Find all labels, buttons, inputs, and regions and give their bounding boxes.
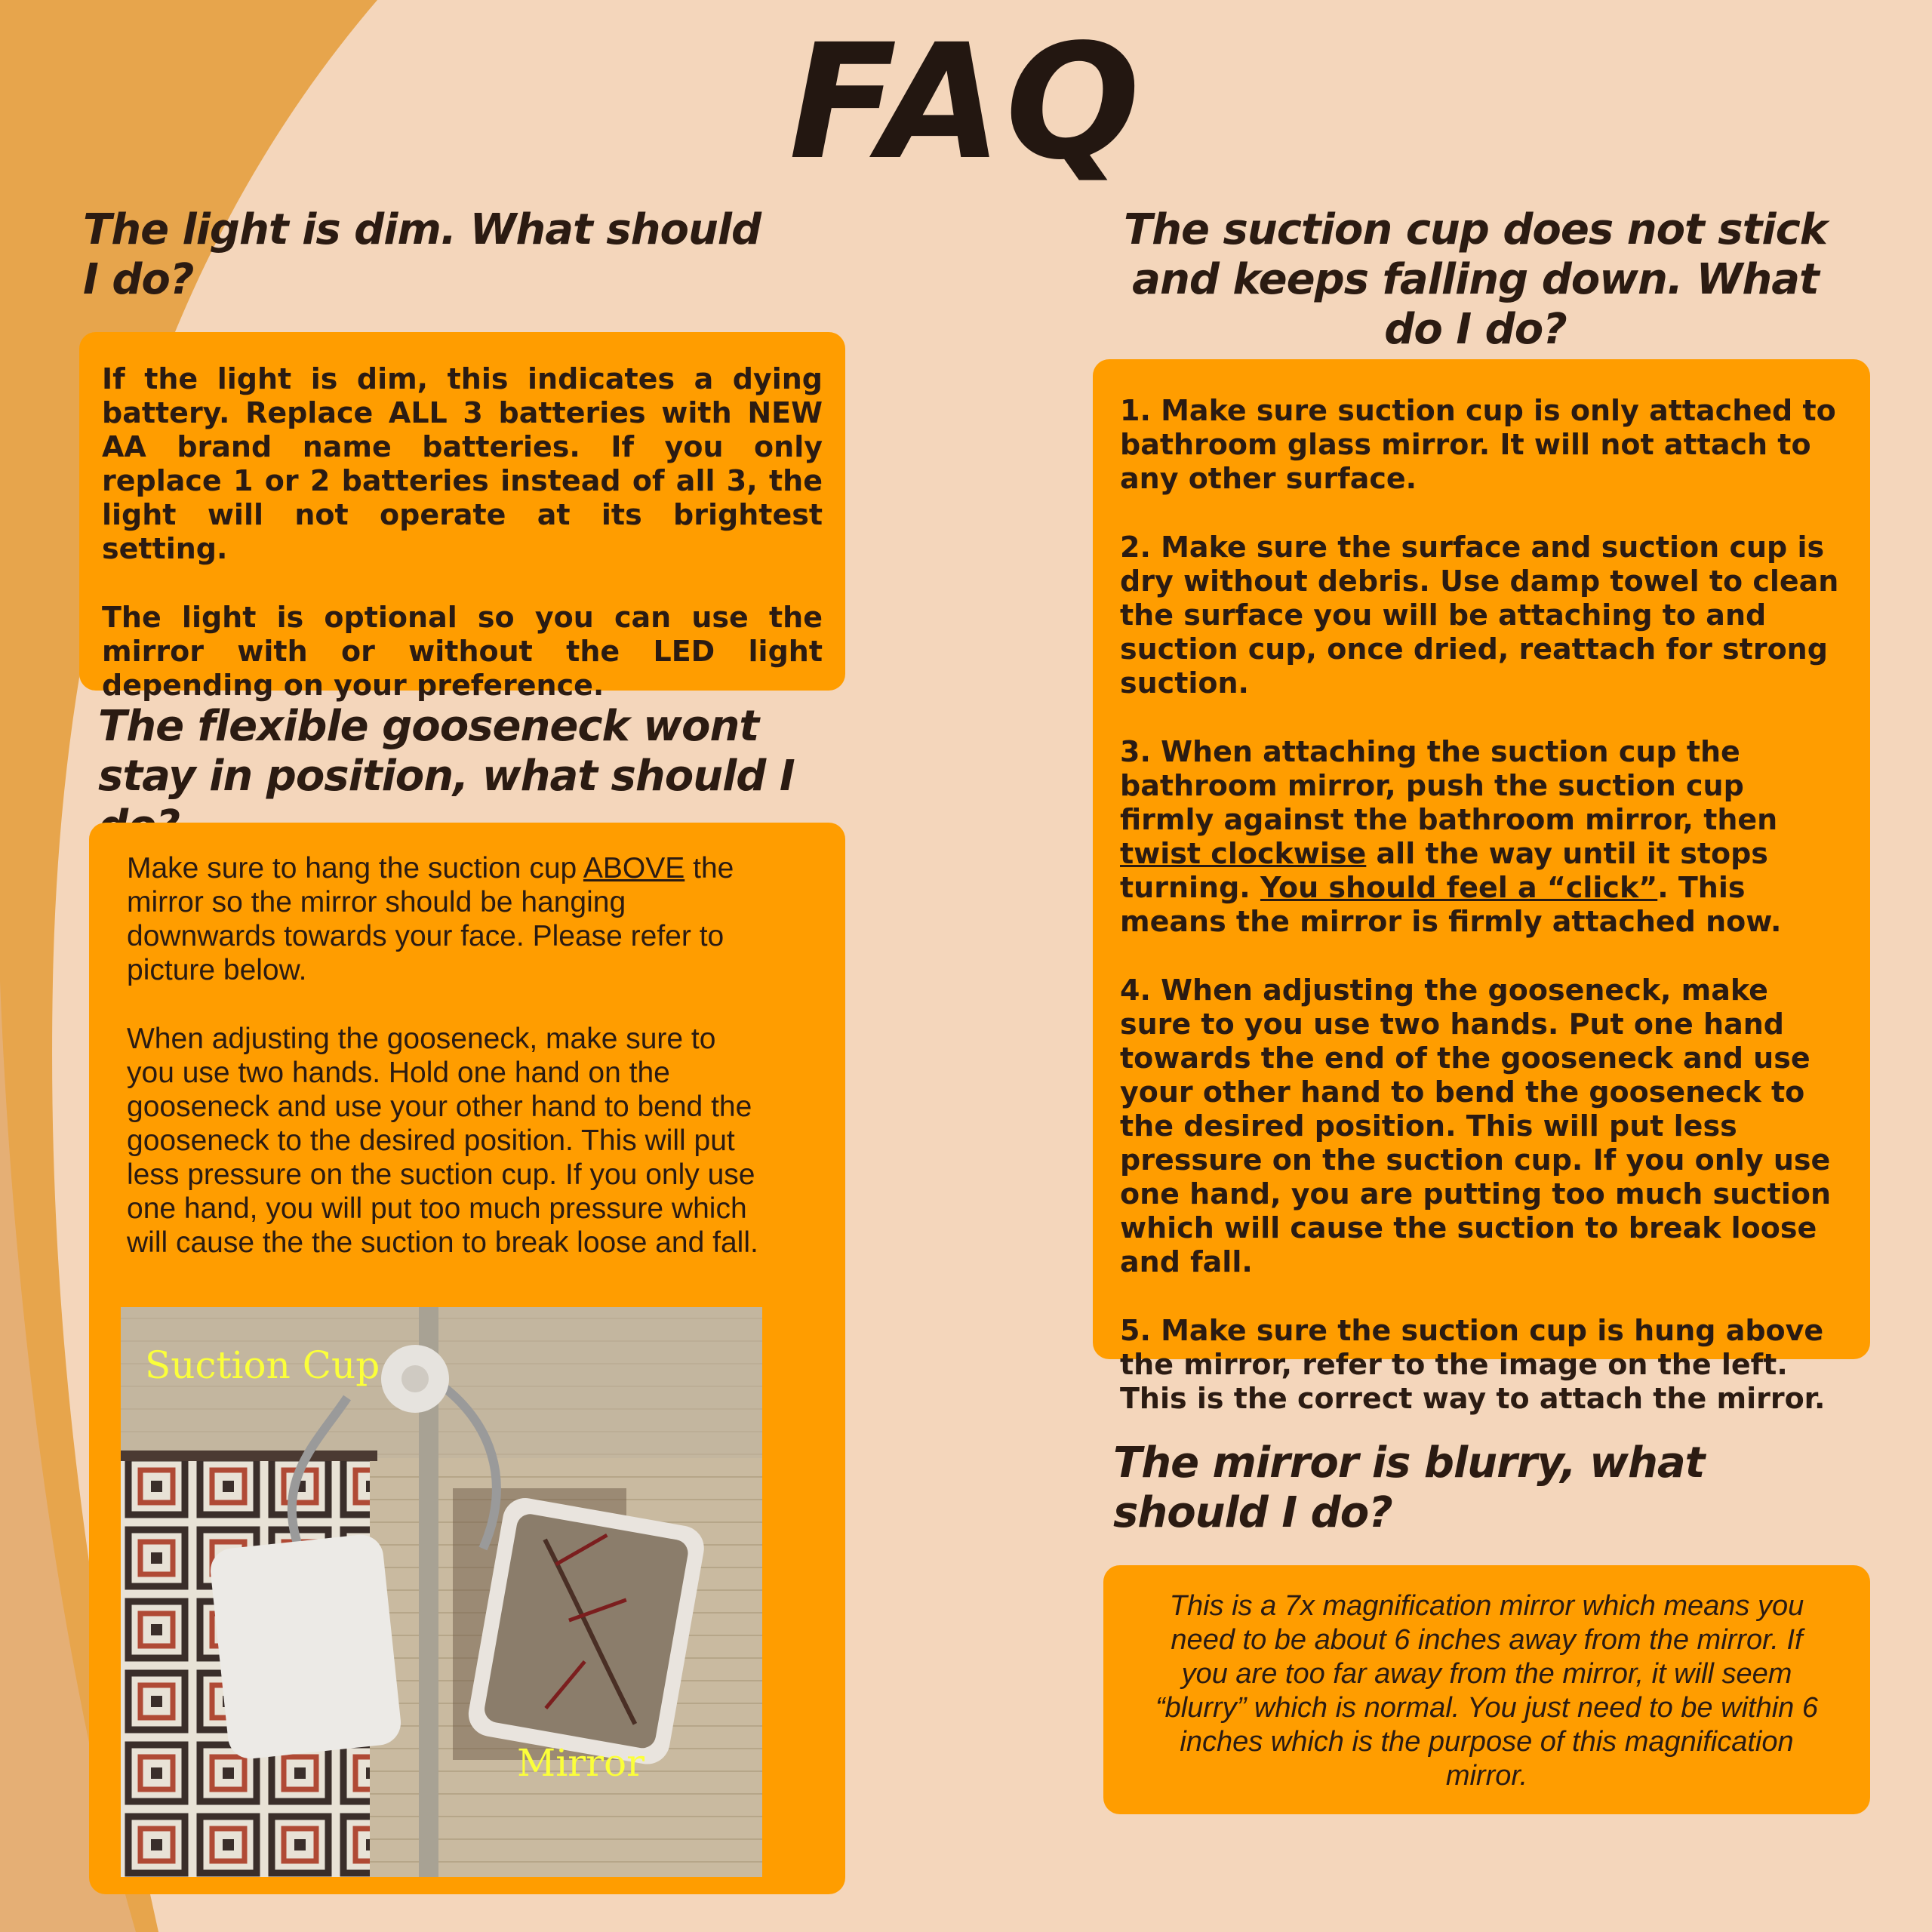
suction-step-1: 1. Make sure suction cup is only attached to bathroom glass mirror. It will not attach to any other surface. — [1120, 394, 1836, 495]
photo-label-mirror: Mirror — [517, 1741, 645, 1785]
suction-step-3: 3. When attaching the suction cup the bathroom mirror, push the suction cup firmly against the bathroom mirror, then twist clockwise all the way until it stops turning. You should feel a “click”. This means the mirror is firmly attached now. — [1120, 735, 1782, 938]
question-suction-cup: The suction cup does not stick and keeps falling down. What do I do? — [1123, 205, 1828, 354]
answer-box-blurry — [1103, 1565, 1870, 1814]
answer-box-suction-cup — [1093, 359, 1870, 1415]
suction-step-2: 2. Make sure the surface and suction cup is dry without debris. Use damp towel to clean the surface you will be attaching to and suction cup, once dried, reattach for strong suction. — [1120, 531, 1839, 700]
photo-label-suction-cup: Suction Cup — [145, 1343, 380, 1387]
answer-dim-paragraph-2: The light is optional so you can use the mirror with or without the LED light depending on your preference. — [102, 601, 823, 702]
answer-gooseneck-paragraph-1: Make sure to hang the suction cup ABOVE the mirror so the mirror should be hanging downwards towards your face. Please refer to picture below. — [127, 852, 734, 986]
bathroom-mirror-photo — [121, 1307, 762, 1877]
question-blurry: The mirror is blurry, what should I do? — [1113, 1438, 1705, 1537]
answer-box-dim-light — [79, 332, 845, 702]
answer-blurry: This is a 7x magnification mirror which means you need to be about 6 inches away from the mirror. If you are too far away from the mirror, it will seem “blurry” which is normal. You just need to be within 6 inches which is the purpose of this magnification mirror. — [1155, 1590, 1818, 1792]
photo-illustration — [121, 1307, 762, 1877]
answer-gooseneck-paragraph-2: When adjusting the gooseneck, make sure to you use two hands. Hold one hand on the gooseneck and use your other hand to bend the gooseneck to the desired position. This will put less pressure on the suction cup. If you only use one hand, you will put too much pressure which will cause the the suction to break loose and fall. — [127, 1023, 758, 1259]
suction-step-4: 4. When adjusting the gooseneck, make sure to you use two hands. Put one hand towards the end of the gooseneck and use your other hand to bend the gooseneck to the desired position. This will put less pressure on the suction cup. If you only use one hand, you are putting too much suction which will cause the suction to break loose and fall. — [1120, 974, 1832, 1278]
suction-step-5: 5. Make sure the suction cup is hung above the mirror, refer to the image on the left. This is the correct way to attach the mirror. — [1120, 1314, 1826, 1415]
answer-dim-paragraph-1: If the light is dim, this indicates a dying battery. Replace ALL 3 batteries with NEW AA brand name batteries. If you only replace 1 or 2 batteries instead of all 3, the light will not operate at its brightest setting. — [102, 362, 823, 565]
question-dim-light: The light is dim. What should I do? — [83, 205, 761, 304]
page-title: FAQ — [789, 10, 1143, 195]
question-gooseneck: The flexible gooseneck wont stay in position, what should I — [98, 702, 795, 801]
